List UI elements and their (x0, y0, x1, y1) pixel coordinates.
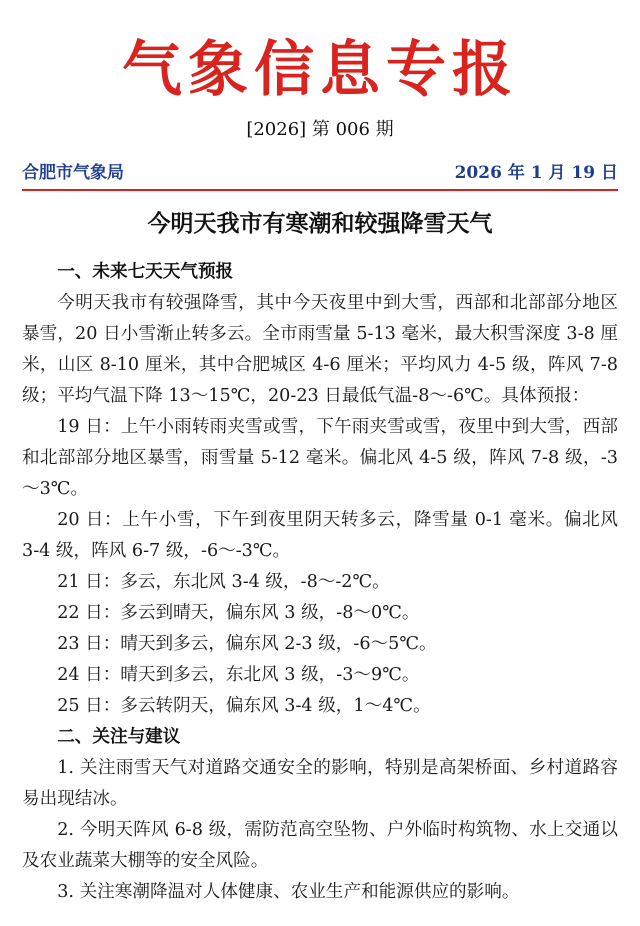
forecast-day-25: 25 日：多云转阴天，偏东风 3-4 级，1～4℃。 (57, 696, 431, 716)
advice-item-2: 2. 今明天阵风 6-8 级，需防范高空坠物、户外临时构筑物、水上交通以及农业蔬菜大棚等的安全风险。 (22, 820, 618, 871)
forecast-day-24: 24 日：晴天到多云，东北风 3 级，-3～9℃。 (57, 665, 420, 685)
forecast-day-23: 23 日：晴天到多云，偏东风 2-3 级，-6～5℃。 (57, 634, 437, 654)
forecast-day-21: 21 日：多云，东北风 3-4 级，-8～-2℃。 (57, 572, 390, 592)
advice-item-3: 3. 关注寒潮降温对人体健康、农业生产和能源供应的影响。 (57, 882, 520, 902)
bulletin-body (22, 257, 618, 908)
section-heading-advice: 二、关注与建议 (57, 727, 181, 747)
header-divider (22, 189, 618, 191)
forecast-day-22: 22 日：多云到晴天，偏东风 3 级，-8～0℃。 (57, 603, 420, 623)
masthead-title: 气象信息专报 (122, 35, 518, 105)
issue-date: 2026 年 1 月 19 日 (454, 163, 618, 183)
forecast-intro: 今明天我市有较强降雪，其中今天夜里中到大雪，西部和北部部分地区暴雪，20 日小雪渐止转多云。全市雨雪量 5-13 毫米，最大积雪深度 3-8 厘米，山区 8-10 厘米，其中合肥城区 4-6 厘米；平均风力 4-5 级，阵风 7-8 级；平均气温下降 13～15℃，20-23 日最低气温-8～-6℃。具体预报： (22, 293, 618, 406)
issue-number: [2026] 第 006 期 (246, 119, 394, 140)
forecast-day-20: 20 日：上午小雪，下午到夜里阴天转多云，降雪量 0-1 毫米。偏北风 3-4 级，阵风 6-7 级，-6～-3℃。 (22, 510, 618, 561)
page-headline: 今明天我市有寒潮和较强降雪天气 (147, 211, 493, 237)
advice-item-1: 1. 关注雨雪天气对道路交通安全的影响，特别是高架桥面、乡村道路容易出现结冰。 (22, 758, 618, 809)
section-heading-forecast: 一、未来七天天气预报 (57, 262, 234, 282)
issuing-bureau: 合肥市气象局 (22, 163, 124, 183)
forecast-day-19: 19 日：上午小雨转雨夹雪或雪，下午雨夹雪或雪，夜里中到大雪，西部和北部部分地区暴雪，雨雪量 5-12 毫米。偏北风 4-5 级，阵风 7-8 级，-3～3℃。 (22, 417, 618, 499)
